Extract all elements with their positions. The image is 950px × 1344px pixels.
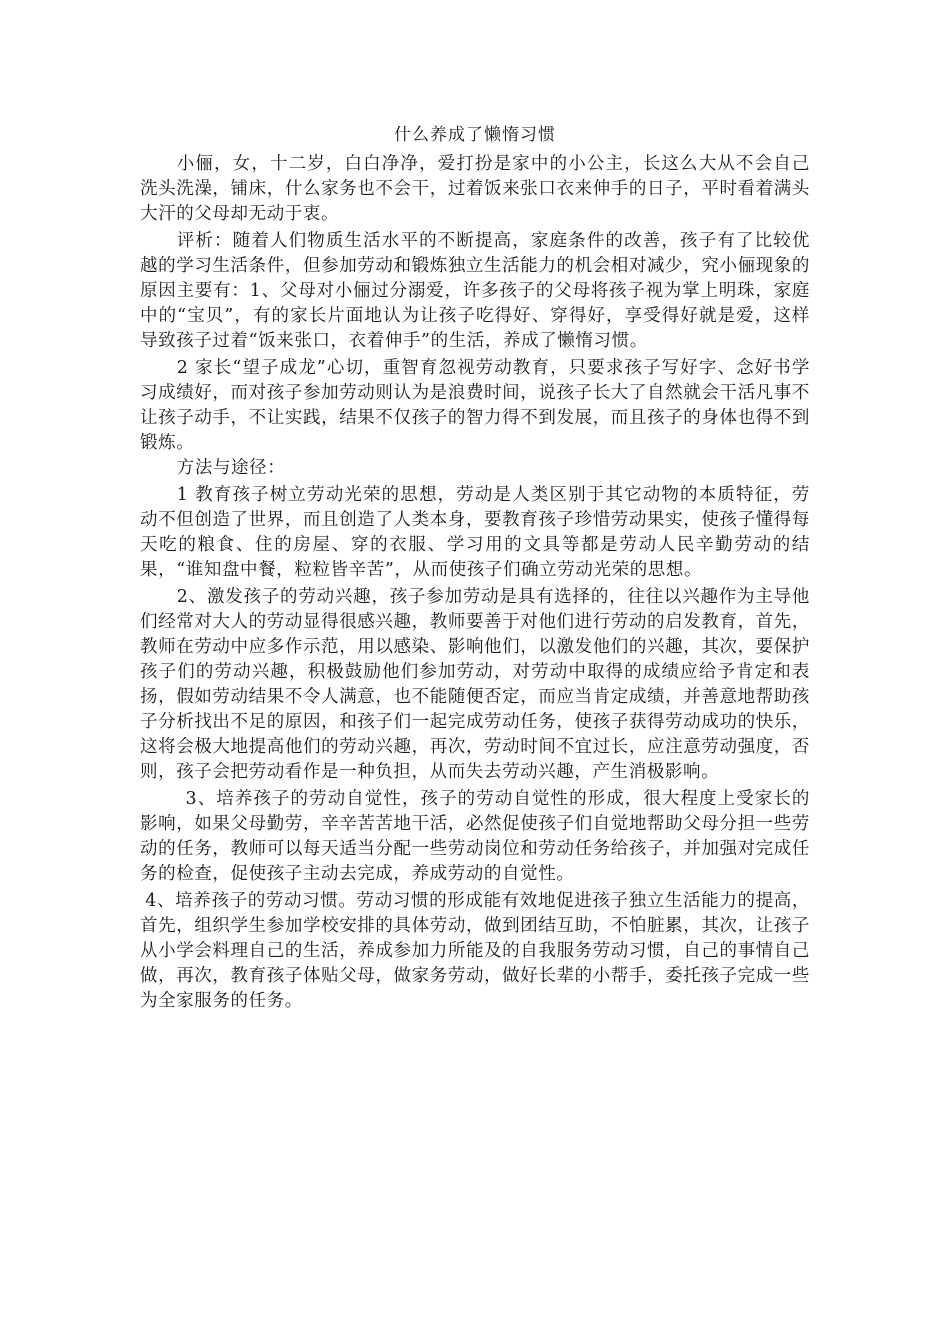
- paragraph-method-2: 2、激发孩子的劳动兴趣，孩子参加劳动是具有选择的，往往以兴趣作为主导他们经常对大人的劳动显得很感兴趣，教师要善于对他们进行劳动的启发教育，首先，教师在劳动中应多作示范，用以感染、影响他们，以激发他们的兴趣，其次，要保护孩子们的劳动兴趣，积极鼓励他们参加劳动，对劳动中取得的成绩应给予肯定和表扬，假如劳动结果不令人满意，也不能随便否定，而应当肯定成绩，并善意地帮助孩子分析找出不足的原因，和孩子们一起完成劳动任务，使孩子获得劳动成功的快乐，这将会极大地提高他们的劳动兴趣，再次，劳动时间不宜过长，应注意劳动强度，否则，孩子会把劳动看作是一种负担，从而失去劳动兴趣，产生消极影响。: [140, 587, 810, 782]
- document-title: 什么养成了懒惰习惯: [394, 125, 556, 145]
- document-page: [140, 122, 810, 1014]
- paragraph-method-1: 1 教育孩子树立劳动光荣的思想，劳动是人类区别于其它动物的本质特征，劳动不但创造了世界，而且创造了人类本身，要教育孩子珍惜劳动果实，使孩子懂得每天吃的粮食、住的房屋、穿的衣服、学习用的文具等都是劳动人民辛勤劳动的结果，“谁知盘中餐，粒粒皆辛苦”，从而使孩子们确立劳动光荣的思想。: [140, 485, 810, 580]
- paragraph-method-3: 3、培养孩子的劳动自觉性，孩子的劳动自觉性的形成，很大程度上受家长的影响，如果父母勤劳，辛辛苦苦地干活，必然促使孩子们自觉地帮助父母分担一些劳动的任务，教师可以每天适当分配一些劳动岗位和劳动任务给孩子，并加强对完成任务的检查，促使孩子主动去完成，养成劳动的自觉性。: [140, 789, 810, 884]
- paragraph-analysis: 评析：随着人们物质生活水平的不断提高，家庭条件的改善，孩子有了比较优越的学习生活条件，但参加劳动和锻炼独立生活能力的机会相对减少，究小俪现象的原因主要有：1、父母对小俪过分溺爱，许多孩子的父母将孩子视为掌上明珠，家庭中的“宝贝”，有的家长片面地认为让孩子吃得好、穿得好，享受得好就是爱，这样导致孩子过着“饭来张口，衣着伸手”的生活，养成了懒惰习惯。: [140, 231, 810, 351]
- paragraph-case: 小俪，女，十二岁，白白净净，爱打扮是家中的小公主，长这么大从不会自己洗头洗澡，铺床，什么家务也不会干，过着饭来张口衣来伸手的日子，平时看着满头大汗的父母却无动于衷。: [140, 154, 810, 224]
- paragraph-methods-heading: 方法与途径：: [176, 458, 286, 478]
- paragraph-method-4: 4、培养孩子的劳动习惯。劳动习惯的形成能有效地促进孩子独立生活能力的提高，首先，组织学生参加学校安排的具体劳动，做到团结互助，不怕脏累，其次，让孩子从小学会料理自己的生活，养成参加力所能及的自我服务劳动习惯，自己的事情自己做，再次，教育孩子体贴父母，做家务劳动，做好长辈的小帮手，委托孩子完成一些为全家服务的任务。: [140, 891, 810, 1011]
- paragraph-reason-2: 2 家长“望子成龙”心切，重智育忽视劳动教育，只要求孩子写好字、念好书学习成绩好，而对孩子参加劳动则认为是浪费时间，说孩子长大了自然就会干活凡事不让孩子动手，不让实践，结果不仅孩子的智力得不到发展，而且孩子的身体也得不到锻炼。: [140, 358, 810, 453]
